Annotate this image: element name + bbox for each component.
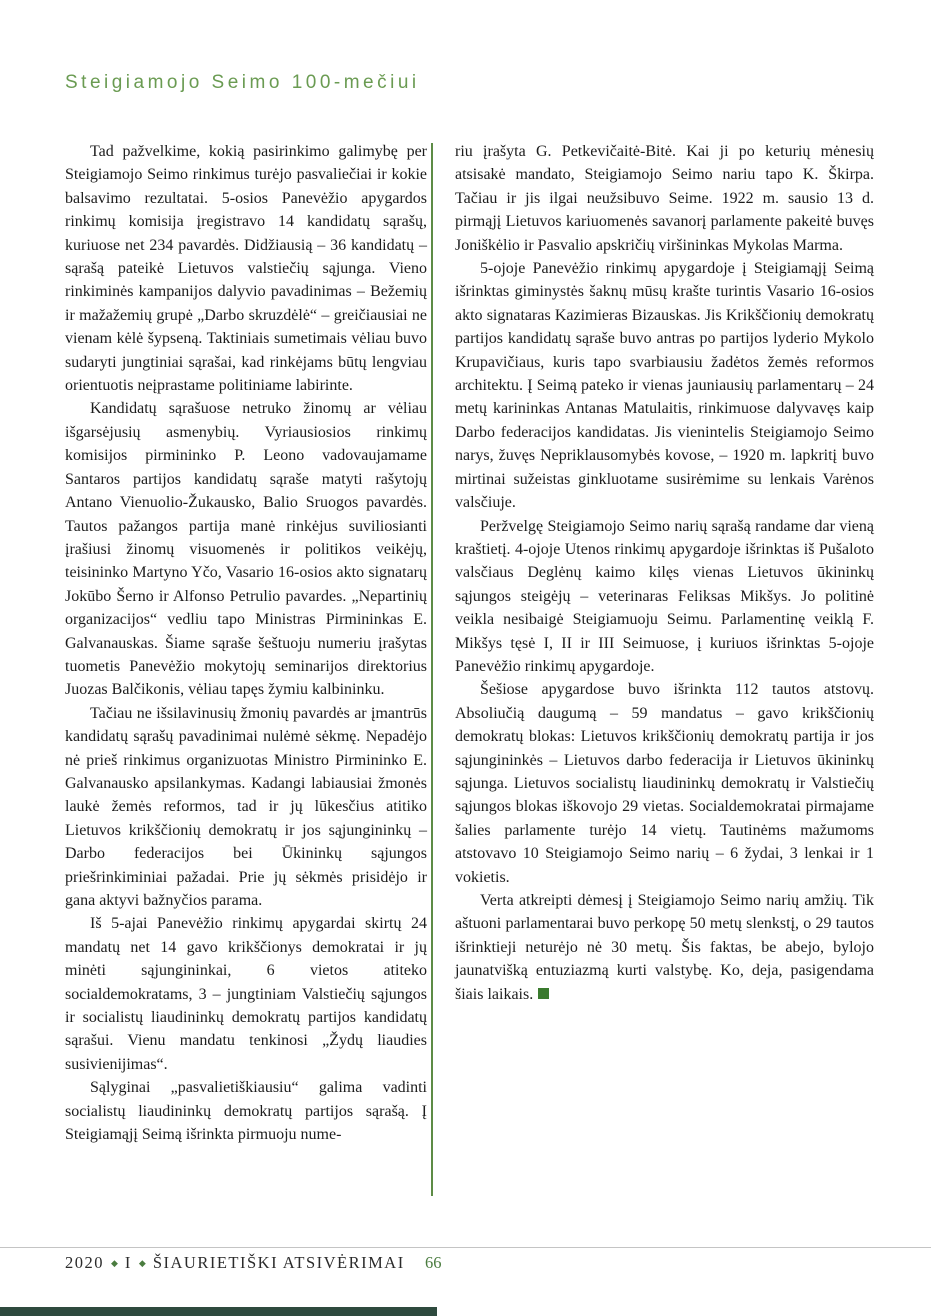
paragraph: Tačiau ne išsilavinusių žmonių pavardės ar įmantrūs kandidatų sąrašų pavadinimai nulėmė sėkmę. Nepadėjo nė prieš rinkimus organizuotas Ministro Pirmininko E. Galvanausko apsilankymas. Kadangi labiausiai žmonės laukė žemės reformos, tad ir jų lūkesčius atitiko Lietuvos krikščionių demokratų ir jos sąjungininkų – Darbo federacijos bei Ūkininkų sąjungos priešrinkiminiai pažadai. Prie jų sėkmės prisidėjo ir gana aktyvi bažnyčios parama.: [65, 704, 427, 909]
footer-rule: [0, 1247, 931, 1248]
paragraph: [455, 889, 874, 1006]
paragraph: Kandidatų sąrašuose netruko žinomų ar vėliau išgarsėjusių asmenybių. Vyriausiosios rinkimų komisijos pirmininko P. Leono vadovaujamame Santaros partijos kandidatų sąraše matyti rašytojų Antano Vienuolio-Žukausko, Balio Sruogos pavardės. Tautos pažangos partija manė rinkėjus suviliosianti įrašiusi žinomų visuomenės ir politikos veikėjų, teisininko Martyno Yčo, Vasario 16-osios akto signatarų Jokūbo Šerno ir Alfonso Petrulio pavardes. „Nepartinių organizacijos“ vedliu tapo Ministras Pirmininkas E. Galvanauskas. Šiame sąraše šeštuoju numeriu įrašytas tuometis Panevėžio mokytojų seminarijos direktorius Juozas Balčikonis, vėliau tapęs žymiu kalbininku.: [65, 400, 427, 699]
paragraph: riu įrašyta G. Petkevičaitė-Bitė. Kai ji po keturių mėnesių atsisakė mandato, Steigiamojo Seimo nariu tapo K. Škirpa. Tačiau ir jis ilgai neužsibuvo Seime. 1922 m. sausio 13 d. pirmąjį Lietuvos kariuomenės savanorį parlamente pakeitė buvęs Joniškėlio ir Pasvalio apskričių viršininkas Mykolas Marma.: [455, 143, 874, 254]
diamond-separator-icon: ◆: [138, 1258, 146, 1268]
paragraph: Šešiose apygardose buvo išrinkta 112 tautos atstovų. Absoliučią daugumą – 59 mandatus – gavo krikščionių demokratų blokas: Lietuvos krikščionių demokratų partija ir jos sąjungininkės – Lietuvos darbo federacija ir Lietuvos ūkininkų sąjunga. Lietuvos socialistų liaudininkų demokratų ir Valstiečių sąjungos blokas iškovojo 29 vietas. Socialdemokratai pirmajame šalies parlamente turėjo 14 vietų. Tautinėms mažumoms atstovavo 10 Steigiamojo Seimo narių – 6 žydai, 3 lenkai ir 1 vokietis.: [455, 681, 874, 886]
text-column-left: [65, 140, 427, 1146]
footer-journal-title: ŠIAURIETIŠKI ATSIVĖRIMAI: [152, 1253, 405, 1272]
paragraph: 5-ojoje Panevėžio rinkimų apygardoje į Steigiamąjį Seimą išrinktas giminystės šaknų mūsų krašte turintis Vasario 16-osios akto signataras Kazimieras Bizauskas. Jis Krikščionių demokratų partijos kandidatų sąraše buvo antras po partijos lyderio Mykolo Krupavičiaus, kuris tapo svarbiausiu žadėtos žemės reformos architektu. Į Seimą pateko ir vienas jauniausių parlamentarų – 24 metų karininkas Antanas Matulaitis, rinkimuose dalyvavęs kaip Darbo federacijos kandidatas. Jis vienintelis Steigiamojo Seimo narys, žuvęs Nepriklausomybės kovose, – 1920 m. lapkritį buvo mirtinai sužeistas ginkluotame susirėmime su lenkais Varėnos valsčiuje.: [455, 260, 874, 512]
diamond-separator-icon: ◆: [111, 1258, 118, 1268]
page-number: 66: [425, 1253, 442, 1272]
paragraph: Sąlyginai „pasvalietiškiausiu“ galima vadinti socialistų liaudininkų demokratų partijos sąrašą. Į Steigiamąjį Seimą išrinkta pirmuoju nume-: [65, 1079, 427, 1144]
paragraph: Peržvelgę Steigiamojo Seimo narių sąrašą randame dar vieną kraštietį. 4-ojoje Utenos rinkimų apygardoje išrinktas iš Pušaloto valsčiaus Deglėnų kaimo kilęs vienas Lietuvos ūkininkų sąjungos steigėjų – veterinaras Feliksas Mikšys. Jo politinė veikla nesibaigė Steigiamuoju Seimu. Parlamentinę veiklą F. Mikšys tęsė I, II ir III Seimuose, į kuriuos išrinktas 5-ojoje Panevėžio rinkimų apygardoje.: [455, 517, 874, 675]
text-column-right: [455, 140, 874, 1006]
paragraph: Iš 5-ajai Panevėžio rinkimų apygardai skirtų 24 mandatų net 14 gavo krikščionys demokratai ir jų minėti sąjungininkai, 6 vietos atiteko socialdemokratams, 3 – jungtiniam Valstiečių sąjungos ir socialistų liaudininkų demokratų partijos kandidatų sąrašui. Vienu mandatu tenkinosi „Žydų liaudies susivienijimas“.: [65, 915, 427, 1073]
article-section-title: Steigiamojo Seimo 100-mečiui: [65, 72, 420, 93]
page-footer: [65, 1253, 875, 1273]
page-edge-bar: [0, 1307, 437, 1316]
footer-issue: I: [124, 1253, 132, 1272]
paragraph-text: Verta atkreipti dėmesį į Steigiamojo Seimo narių amžių. Tik aštuoni parlamentarai buvo perkopę 50 metų slenkstį, o 29 tautos išrinktieji neturėjo nė 30 metų. Šis faktas, be abejo, bylojo jaunatvišką entuziazmą kurti valstybę. Ko, deja, pasigendama šiais laikais.: [455, 892, 874, 1003]
footer-year: 2020: [65, 1253, 104, 1272]
end-of-article-square-icon: [538, 988, 549, 999]
column-divider-rule: [431, 143, 433, 1196]
paragraph: Tad pažvelkime, kokią pasirinkimo galimybę per Steigiamojo Seimo rinkimus turėjo pasvaliečiai ir kokie balsavimo rezultatai. 5-osios Panevėžio apygardos rinkimų komisija įregistravo 14 kandidatų sąrašų, kuriuose net 234 pavardės. Didžiausią – 36 kandidatų – sąrašą pateikė Lietuvos valstiečių sąjunga. Vieno rinkiminės kampanijos dalyvio pavadinimas – Bežemių ir mažažemių grupė „Darbo skruzdėlė“ – greičiausiai ne vienam kėlė šypseną. Taktiniais sumetimais vėliau buvo sudaryti jungtiniai sąrašai, kad rinkėjams būtų lengviau orientuotis neįprastame politiniame labirinte.: [65, 143, 427, 395]
